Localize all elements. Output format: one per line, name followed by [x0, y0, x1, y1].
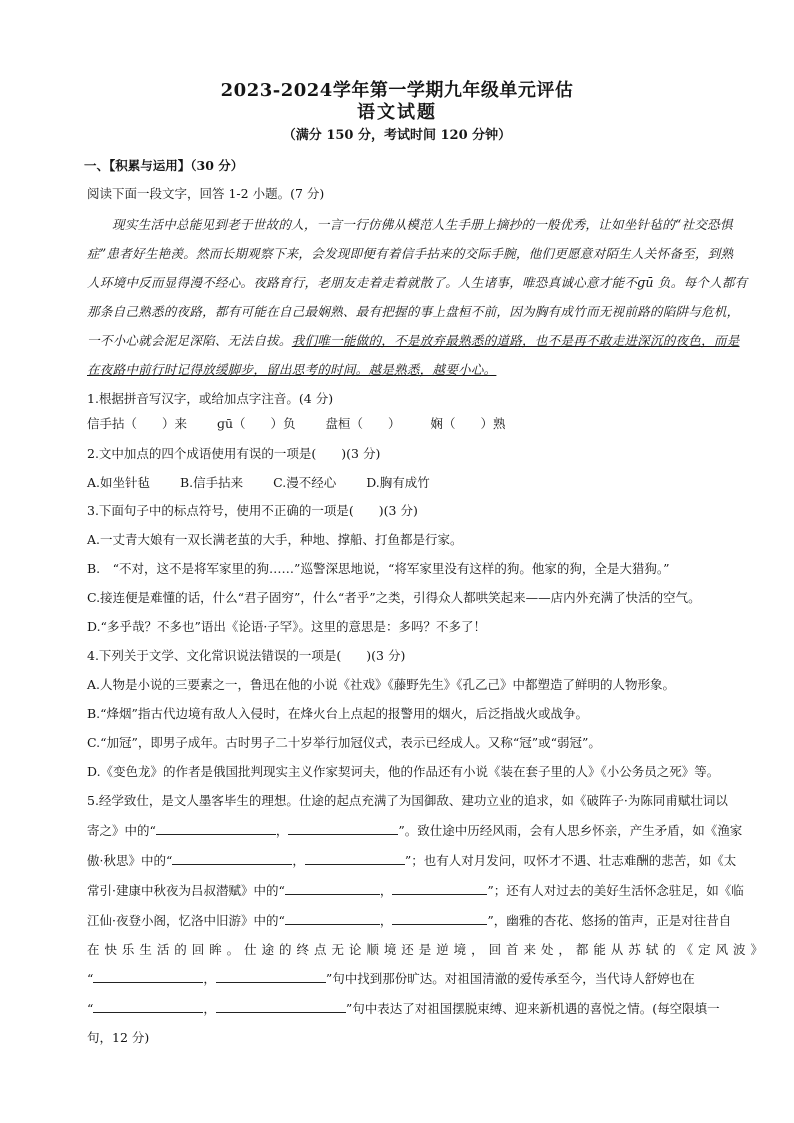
- passage-line-1: 现实生活中总能见到老于世故的人，一言一行仿佛从模范人生手册上摘抄的一般优秀，让如坐针毡的“社交恐惧: [112, 217, 733, 232]
- passage-line-6: 在夜路中前行时记得放缓脚步，留出思考的时间。越是熟悉，越要小心。: [87, 362, 497, 377]
- q4-option-c[interactable]: C.“加冠”，即男子成年。古时男子二十岁举行加冠仪式，表示已经成人。又称“冠”或“弱冠”。: [87, 735, 601, 750]
- q5-text: ”，幽雅的杏花、悠扬的笛声，正是对往昔自: [487, 913, 732, 928]
- q5-blank-3[interactable]: [172, 852, 292, 865]
- question-5-line-5: [87, 911, 777, 929]
- q5-text: ”；还有人对过去的美好生活怀念驻足，如《临: [487, 883, 744, 898]
- q3-option-b[interactable]: B. “不对，这不是将军家里的狗……”巡警深思地说，“将军家里没有这样的狗。他家的狗，全是大猎狗。”: [87, 561, 670, 576]
- passage-line-2: 症”患者好生艳羡。然而长期观察下来，会发现即便有着信手拈来的交际手腕，他们更愿意对陌生人关怀备至，到熟: [87, 246, 734, 261]
- q5-text: ”。致仕途中历经风雨，会有人思乡怀亲，产生矛盾，如《渔家: [398, 823, 743, 838]
- q5-blank-6[interactable]: [392, 882, 487, 895]
- q5-blank-5[interactable]: [285, 882, 380, 895]
- q5-blank-2[interactable]: [288, 822, 398, 835]
- q5-text: 傲·秋思》中的“: [87, 853, 173, 868]
- q5-blank-10[interactable]: [216, 970, 326, 983]
- exam-subtitle: （满分 150 分，考试时间 120 分钟）: [282, 128, 512, 143]
- passage-underlined-sentence: 我们唯一能做的，不是放弃最熟悉的道路，也不是再不敢走进深沉的夜色，而是: [291, 333, 740, 348]
- q5-blank-1[interactable]: [156, 822, 276, 835]
- q5-text: ”；也有人对月发问，叹怀才不遇、壮志难酬的悲苦，如《太: [404, 853, 737, 868]
- question-5-line-1: 5.经学致仕，是文人墨客毕生的理想。仕途的起点充满了为国御敌、建功立业的追求，如《破阵子·为陈同甫赋壮词以: [87, 793, 728, 808]
- q5-text: 寄之》中的“: [87, 823, 156, 838]
- question-2-stem: 2.文中加点的四个成语使用有误的一项是( )(3 分): [87, 446, 381, 461]
- question-3-stem: 3.下面句子中的标点符号，使用不正确的一项是( )(3 分): [87, 503, 418, 518]
- q5-text: “: [87, 971, 94, 986]
- q5-comma: ，: [379, 913, 393, 928]
- q1-item-4[interactable]: 娴（ ）熟: [430, 416, 506, 431]
- question-5-line-2: [87, 821, 777, 839]
- q5-comma: ，: [292, 853, 305, 868]
- question-5-line-7: [87, 969, 777, 987]
- question-5-line-3: [87, 851, 777, 869]
- q2-option-c[interactable]: C.漫不经心: [273, 475, 337, 490]
- q5-text: “: [87, 1001, 94, 1016]
- question-1-items: [87, 414, 777, 432]
- q3-option-d[interactable]: D.“多乎哉？不多也”语出《论语·子罕》。这里的意思是：多吗？不多了！: [87, 619, 487, 634]
- q5-comma: ，: [203, 971, 216, 986]
- q5-comma: ，: [379, 883, 393, 898]
- q5-text: 常引·建康中秋夜为吕叔潜赋》中的“: [87, 883, 285, 898]
- section-heading: 一、【积累与运用】（30 分）: [84, 158, 244, 173]
- q3-option-c[interactable]: C.接连便是难懂的话，什么“君子固穷”，什么“者乎”之类，引得众人都哄笑起来——店内外充满了快活的空气。: [87, 590, 701, 605]
- q5-blank-9[interactable]: [93, 970, 203, 983]
- q2-option-b[interactable]: B.信手拈来: [180, 475, 244, 490]
- q5-blank-8[interactable]: [392, 912, 487, 925]
- question-5-line-9: 句，12 分): [87, 1030, 150, 1045]
- passage-line-5-plain: 一不小心就会泥足深陷、无法自拔。: [87, 333, 292, 348]
- reading-intro: 阅读下面一段文字，回答 1-2 小题。(7 分): [87, 186, 325, 201]
- q4-option-a[interactable]: A.人物是小说的三要素之一，鲁迅在他的小说《社戏》《藤野先生》《孔乙己》中都塑造了鲜明的人物形象。: [87, 677, 676, 692]
- q2-option-a[interactable]: A.如坐针毡: [87, 475, 151, 490]
- question-2-options: [87, 473, 777, 491]
- q5-text: ”句中表达了对祖国摆脱束缚、迎来新机遇的喜悦之情。(每空限填一: [345, 1001, 720, 1016]
- q4-option-b[interactable]: B.“烽烟”指古代边境有敌人入侵时，在烽火台上点起的报警用的烟火，后泛指战火或战争。: [87, 706, 588, 721]
- q1-item-2[interactable]: ɡū（ ）负: [217, 416, 296, 431]
- passage-line-3: 人环境中反而显得漫不经心。夜路育行，老朋友走着走着就散了。人生诸事，唯恐真诚心意才能不ɡū 负。每个人都有: [87, 275, 748, 290]
- q5-comma: ，: [203, 1001, 216, 1016]
- q5-blank-7[interactable]: [285, 912, 380, 925]
- q5-text: ”句中找到那份旷达。对祖国清澈的爱传承至今，当代诗人舒婷也在: [325, 971, 695, 986]
- q1-item-3[interactable]: 盘桓（ ）: [325, 416, 401, 431]
- q1-item-1[interactable]: 信手拈（ ）来: [87, 416, 188, 431]
- q3-option-a[interactable]: A.一丈青大娘有一双长满老茧的大手，种地、撑船、打鱼都是行家。: [87, 532, 463, 547]
- exam-title: 2023-2024学年第一学期九年级单元评估: [220, 80, 574, 101]
- passage-line-5: [87, 330, 744, 349]
- q5-blank-12[interactable]: [216, 1000, 346, 1013]
- question-5-line-4: [87, 881, 777, 899]
- question-1-stem: 1.根据拼音写汉字，或给加点字注音。(4 分): [87, 391, 334, 406]
- q5-blank-11[interactable]: [93, 1000, 203, 1013]
- subject-title: 语文试题: [357, 102, 437, 123]
- question-5-line-8: [87, 999, 777, 1017]
- q5-blank-4[interactable]: [305, 852, 405, 865]
- q4-option-d[interactable]: D.《变色龙》的作者是俄国批判现实主义作家契诃夫，他的作品还有小说《装在套子里的人》《小公务员之死》等。: [87, 764, 720, 779]
- question-5-line-6: 在快乐生活的回眸。仕途的终点无论顺境还是逆境，回首来处，都能从苏轼的《定风波》: [87, 942, 763, 957]
- q5-comma: ，: [275, 823, 289, 838]
- passage-line-4: 那条自己熟悉的夜路，都有可能在自己最娴熟、最有把握的事上盘桓不前，因为胸有成竹而无视前路的陷阱与危机，: [87, 304, 740, 319]
- q5-text: 江仙·夜登小阁，忆洛中旧游》中的“: [87, 913, 285, 928]
- q2-option-d[interactable]: D.胸有成竹: [366, 475, 430, 490]
- question-4-stem: 4.下列关于文学、文化常识说法错误的一项是( )(3 分): [87, 648, 406, 663]
